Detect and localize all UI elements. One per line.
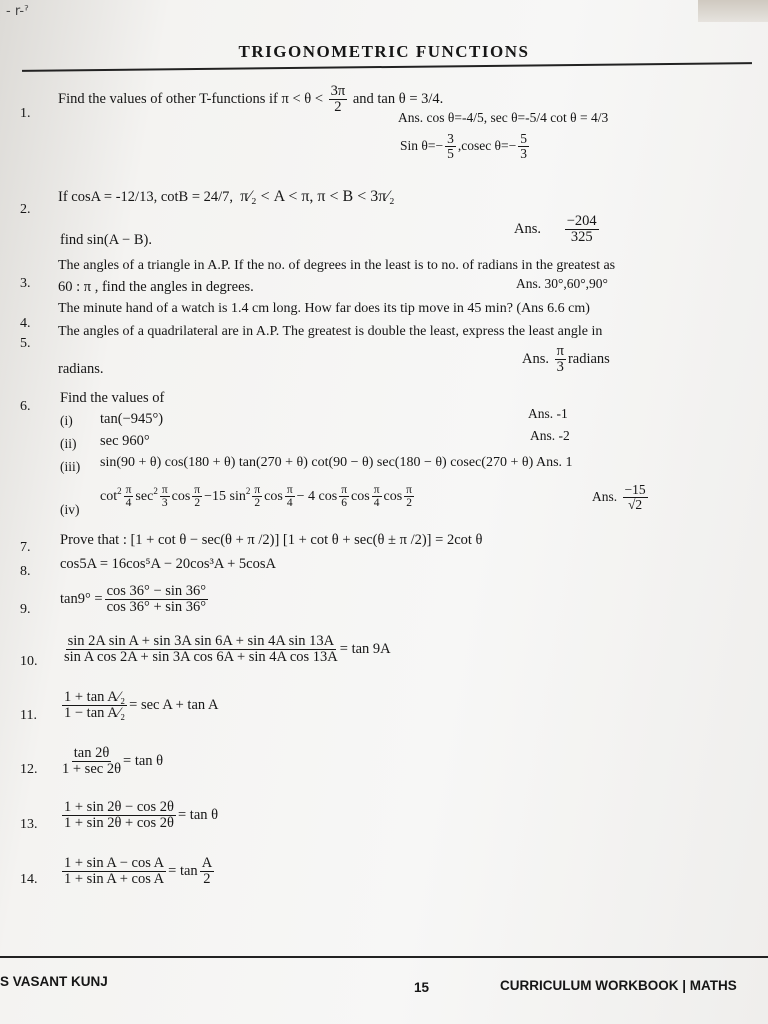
question-number: 1. (20, 106, 31, 121)
question-number: 6. (20, 399, 31, 414)
part-i-expression: tan(−945°) (100, 411, 164, 427)
q9-fraction: $\frac{\cos 36^\circ - \sin 36^\circ}{\cos 36^\circ + \sin 36^\circ}$ (106, 583, 207, 616)
question-6: Find the values of (60, 390, 165, 406)
part-iv-answer: Ans. $\frac{-15}{√2}$ (592, 482, 646, 513)
page-corner-shadow (698, 0, 768, 22)
question-number: 7. (20, 540, 31, 555)
part-label: (iii) (60, 459, 81, 474)
question-2: If cosA = -12/13, cotB = 24/7, π⁄₂ < A < π, π < B < 3π⁄₂ (58, 188, 395, 205)
question-number: 11. (20, 708, 37, 723)
title-rule (22, 62, 752, 72)
question-13: $\frac{1 + \sin 2\theta - \cos 2\theta}{1 + \sin 2\theta + \cos 2\theta}$ = tan θ (64, 799, 219, 832)
q3-answer: Ans. 30°,60°,90° (516, 276, 608, 291)
question-number: 9. (20, 602, 31, 617)
footer-workbook-title: CURRICULUM WORKBOOK | MATHS (500, 978, 737, 993)
fraction-3pi-over-2: $\frac{3\pi}{2}$ (330, 83, 346, 116)
question-number: 10. (20, 654, 38, 669)
question-number: 12. (20, 762, 38, 777)
part-ii-answer: Ans. -2 (530, 428, 570, 443)
q12-fraction: $\frac{\tan 2\theta}{1 + \sec 2\theta}$ (62, 745, 122, 778)
question-number: 14. (20, 872, 38, 887)
part-label: (ii) (60, 436, 77, 451)
question-9: tan9° = $\frac{\cos 36^\circ - \sin 36^\circ}{\cos 36^\circ + \sin 36^\circ}$ (60, 583, 207, 616)
q1-answer-line1: Ans. cos θ=-4/5, sec θ=-5/4 cot θ = 4/3 (398, 110, 609, 125)
part-iv-expression: $\cot^2$ $\frac{\pi}{4}$ $\sec^2$ $\frac{\pi}{3}$ cos $\frac{\pi}{2}$ −15 $\sin^2$ $\frac{\pi}{2}$ cos $\frac{\pi}{4}$ − 4 cos $\frac{\pi}{6}$ cos $\frac{\pi}{4}$ cos $\frac{\pi}{2}$ (100, 484, 412, 510)
question-number: 13. (20, 817, 38, 832)
footer-rule (0, 956, 768, 958)
q5-answer: Ans. $\frac{\pi}{3}$ radians (522, 343, 610, 376)
question-2-line2: find sin(A − B). (60, 232, 152, 248)
question-number: 8. (20, 564, 31, 579)
question-5-line2: radians. (58, 361, 104, 377)
q11-fraction: $\frac{\text{1 + tan A⁄₂}}{\text{1 − tan A⁄₂}}$ (64, 689, 126, 722)
q14-fraction: $\frac{\text{1 + sin A − cos A}}{\text{1 + sin A + cos A}}$ (64, 855, 165, 888)
question-3-line1: The angles of a triangle in A.P. If the no. of degrees in the least is to no. of radians in the greatest as (58, 258, 616, 273)
part-iii-expression: sin(90 + θ) cos(180 + θ) tan(270 + θ) cot(90 − θ) sec(180 − θ) cosec(270 + θ) Ans. 1 (100, 455, 573, 470)
question-number: 2. (20, 202, 31, 217)
page-title: TRIGONOMETRIC FUNCTIONS (238, 42, 530, 61)
question-7: Prove that : [1 + cot θ − sec(θ + π /2)] [1 + cot θ + sec(θ ± π /2)] = 2cot θ (60, 532, 483, 548)
question-number: 5. (20, 336, 31, 351)
part-label: (iv) (60, 502, 80, 517)
corner-scribble: - r-ˀ (6, 4, 29, 19)
page-number: 15 (414, 980, 430, 995)
question-10: $\frac{\text{sin 2A sin A + sin 3A sin 6A + sin 4A sin 13A}}{\text{sin A cos 2A + sin 3A cos 6A + sin 4A cos 13A}}$ = tan 9A (64, 633, 391, 666)
q10-fraction: $\frac{\text{sin 2A sin A + sin 3A sin 6A + sin 4A sin 13A}}{\text{sin A cos 2A + sin 3A cos 6A + sin 4A cos 13A}}$ (64, 633, 338, 666)
q1-answer-line2: Sin θ=− $\frac{3}{5}$ ,cosec θ=− $\frac{5}{3}$ (400, 131, 528, 162)
q13-fraction: $\frac{1 + \sin 2\theta - \cos 2\theta}{1 + \sin 2\theta + \cos 2\theta}$ (64, 799, 174, 832)
question-12: $\frac{\tan 2\theta}{1 + \sec 2\theta}$ = tan θ (62, 745, 164, 778)
footer-school: S VASANT KUNJ (0, 974, 108, 989)
question-number: 3. (20, 276, 31, 291)
q2-answer: Ans. $\frac{-204}{325}$ (514, 213, 597, 246)
question-5-line1: The angles of a quadrilateral are in A.P. The greatest is double the least, express the least angle in (58, 324, 603, 339)
part-i-answer: Ans. -1 (528, 406, 568, 421)
question-4: The minute hand of a watch is 1.4 cm long. How far does its tip move in 45 min? (Ans 6.6 cm) (58, 301, 590, 316)
question-11: $\frac{\text{1 + tan A⁄₂}}{\text{1 − tan A⁄₂}}$ = sec A + tan A (64, 689, 219, 722)
question-8: cos5A = 16cos⁵A − 20cos³A + 5cosA (60, 556, 276, 572)
question-number: 4. (20, 316, 31, 331)
question-14: $\frac{\text{1 + sin A − cos A}}{\text{1 + sin A + cos A}}$ = tan $\frac{A}{2}$ (64, 855, 213, 888)
part-ii-expression: sec 960° (100, 433, 150, 449)
part-label: (i) (60, 413, 73, 428)
question-3-line2: 60 : π , find the angles in degrees. (58, 279, 254, 295)
question-1: Find the values of other T-functions if π < θ < $\frac{3\pi}{2}$ and tan θ = 3/4. (58, 83, 444, 116)
